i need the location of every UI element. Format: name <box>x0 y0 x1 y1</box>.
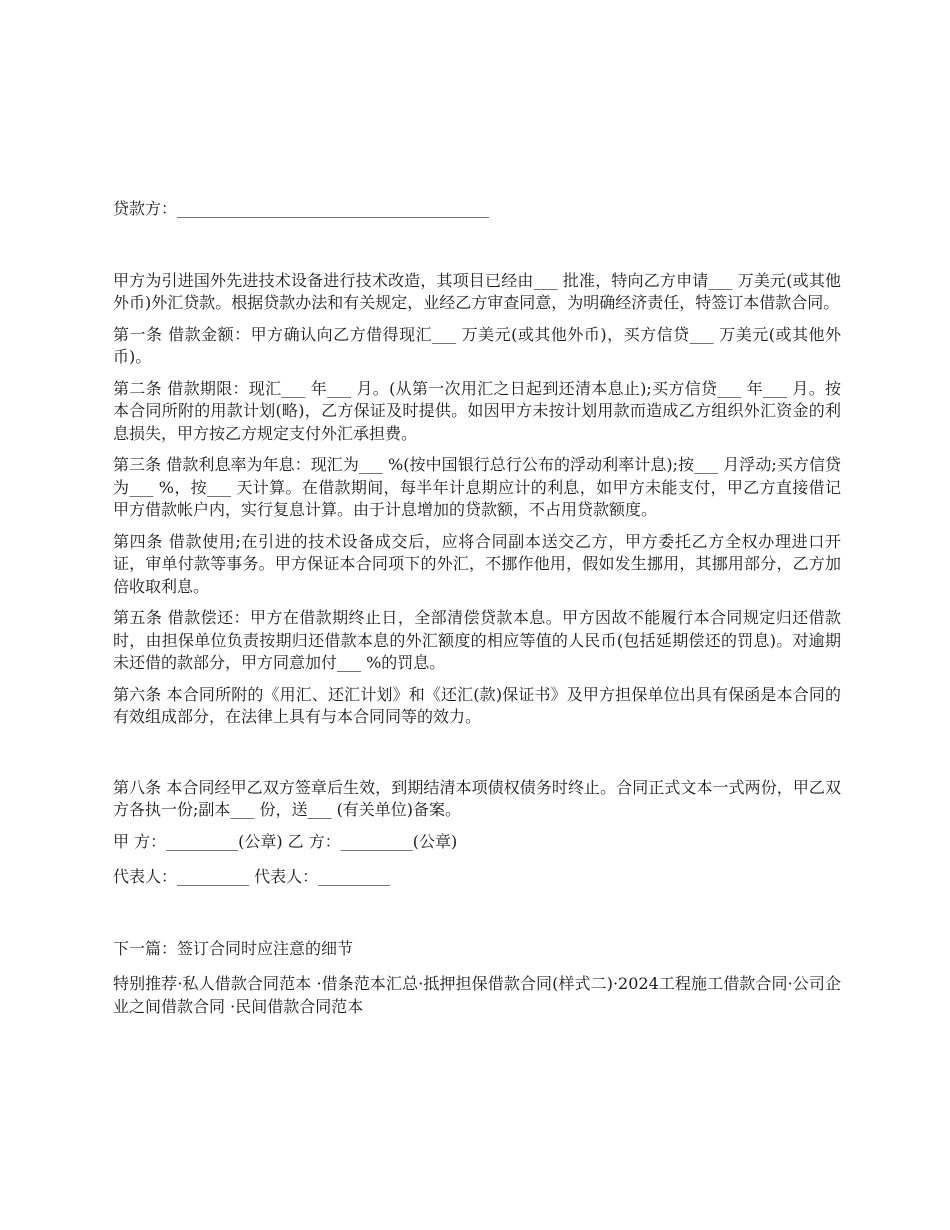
next-article-link[interactable] <box>113 938 841 961</box>
signature-representative-line: 代表人：_________ 代表人：_________ <box>113 867 391 886</box>
next-article-text[interactable]: 下一篇：签订合同时应注意的细节 <box>113 938 354 958</box>
recommend-link[interactable]: 公司企业之间借款合同 <box>113 974 841 1016</box>
recommend-link[interactable]: 民间借款合同范本 <box>235 996 364 1016</box>
article-6: 第六条 本合同所附的《用汇、还汇计划》和《还汇(款)保证书》及甲方担保单位出具有保函是本合同的有效组成部分，在法律上具有与本合同同等的效力。 <box>113 684 841 726</box>
lender-line: 贷款方：_______________________________________ <box>113 199 490 218</box>
recommend-label: 特别推荐· <box>113 974 183 993</box>
recommend-link[interactable]: 抵押担保借款合同(样式二) <box>423 974 613 993</box>
contract-document <box>113 198 841 1018</box>
article-2: 第二条 借款期限：现汇___ 年___ 月。(从第一次用汇之日起到还清本息止);买方信贷___ 年___ 月。按本合同所附的用款计划(略)，乙方保证及时提供。如因甲方未按计划用款而造成乙方组织外汇资金的利息损失，甲方按乙方规定支付外汇承担费。 <box>113 378 841 443</box>
recommend-list: 特别推荐·私人借款合同范本 ·借条范本汇总·抵押担保借款合同(样式二)·2024工程施工借款合同·公司企业之间借款合同 ·民间借款合同范本 <box>113 974 841 1016</box>
recommend-link[interactable]: 借条范本汇总 <box>321 974 419 993</box>
article-3: 第三条 借款利息率为年息：现汇为___ %(按中国银行总行公布的浮动利率计息);按___ 月浮动;买方信贷为___ %，按___ 天计算。在借款期间，每半年计息期应计的利息，如甲方未能支付，甲乙方直接借记甲方借款帐户内，实行复息计算。由于计息增加的贷款额，不占用贷款额度。 <box>113 455 841 519</box>
article-5: 第五条 借款偿还：甲方在借款期终止日，全部清偿贷款本息。甲方因故不能履行本合同规定归还借款时，由担保单位负责按期归还借款本息的外汇额度的相应等值的人民币(包括延期偿还的罚息)。对逾期未还借的款部分，甲方同意加付___ %的罚息。 <box>113 608 841 672</box>
recommend-link[interactable]: 私人借款合同范本 <box>182 974 312 993</box>
recommend-link[interactable]: 2024工程施工借款合同 <box>618 974 788 993</box>
intro-paragraph: 甲方为引进国外先进技术设备进行技术改造，其项目已经由___ 批准，特向乙方申请___ 万美元(或其他外币)外汇贷款。根据贷款办法和有关规定，业经乙方审查同意，为明确经济责任，特签订本借款合同。 <box>113 270 841 312</box>
article-1: 第一条 借款金额：甲方确认向乙方借得现汇___ 万美元(或其他外币)，买方信贷___ 万美元(或其他外币)。 <box>113 324 841 366</box>
article-4: 第四条 借款使用;在引进的技术设备成交后，应将合同副本送交乙方，甲方委托乙方全权办理进口开证，审单付款等事务。甲方保证本合同项下的外汇，不挪作他用，假如发生挪用，其挪用部分，乙方加倍收取利息。 <box>113 531 841 596</box>
article-8: 第八条 本合同经甲乙双方签章后生效，到期结清本项债权债务时终止。合同正式文本一式两份，甲乙双方各执一份;副本___ 份，送___ (有关单位)备案。 <box>113 777 841 819</box>
signature-party-line: 甲 方：_________(公章) 乙 方：_________(公章) <box>113 831 458 851</box>
